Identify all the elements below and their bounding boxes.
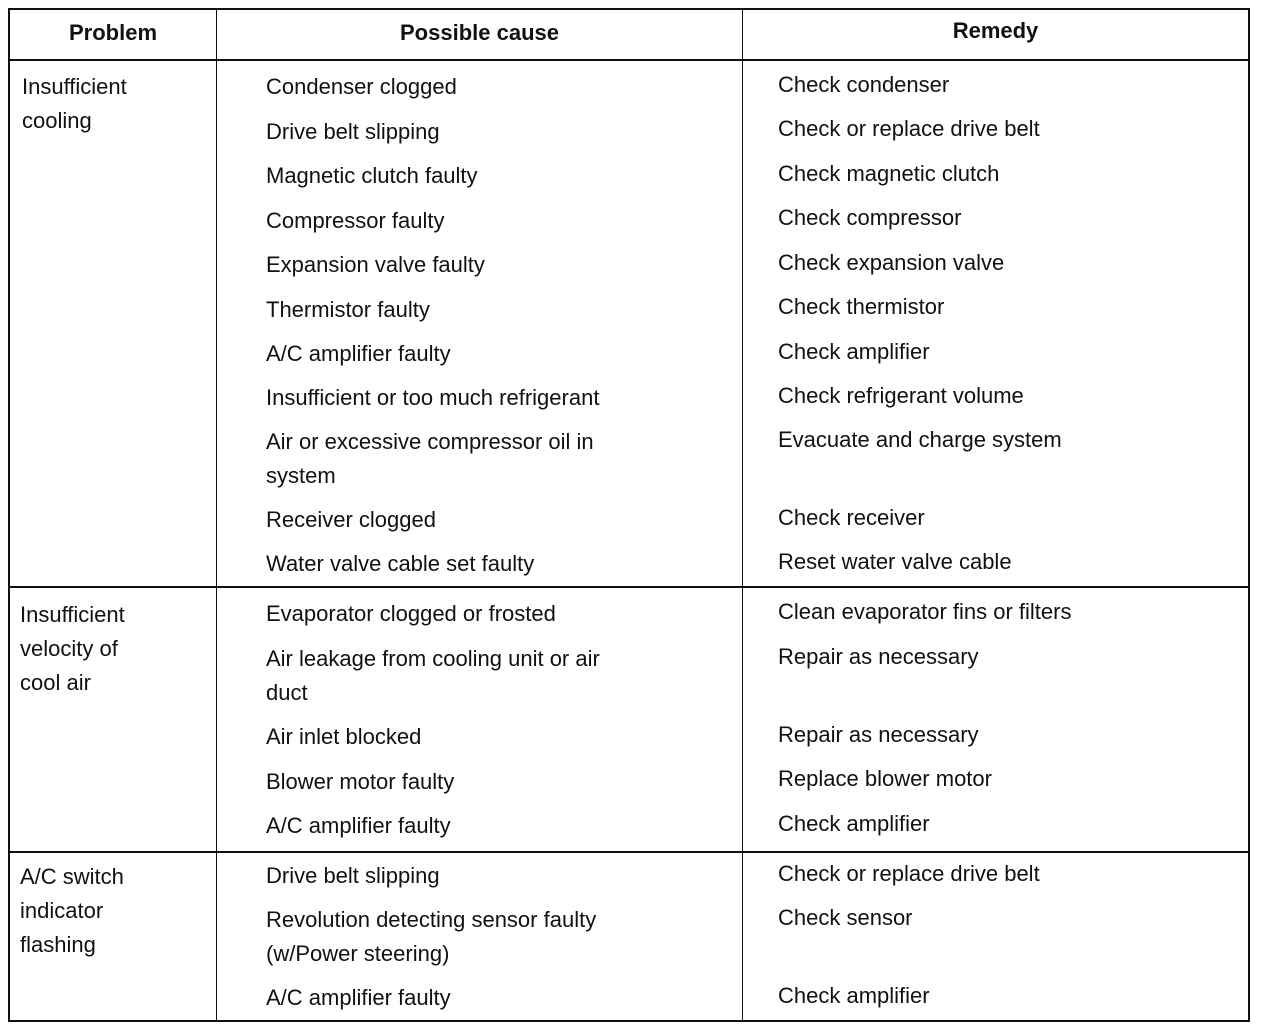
cause-cell: Drive belt slipping [266,119,440,144]
cause-line: (w/Power steering) [266,941,450,966]
cause-cell: Drive belt slipping [266,863,440,888]
cause-cell [266,642,600,710]
remedy-cell: Check thermistor [778,294,945,319]
cause-cell [266,425,594,493]
cause-cell: Air inlet blocked [266,724,422,749]
remedy-cell: Check refrigerant volume [778,383,1024,408]
cause-cell: Water valve cable set faulty [266,551,535,576]
cause-cell: Evaporator clogged or frosted [266,601,556,626]
remedy-cell: Check amplifier [778,811,930,836]
cause-cell: Receiver clogged [266,507,436,532]
table-right-border [1248,8,1250,1022]
table-top-border [8,8,1250,10]
remedy-cell: Check or replace drive belt [778,861,1040,886]
cause-cell: Blower motor faulty [266,769,455,794]
remedy-cell: Check magnetic clutch [778,161,1000,186]
remedy-cell: Check compressor [778,205,962,230]
remedy-cell: Repair as necessary [778,722,979,747]
remedy-cell: Clean evaporator fins or filters [778,599,1072,624]
cause-line: Revolution detecting sensor faulty [266,907,597,932]
section-divider-1 [8,586,1250,588]
problem-cell [22,70,127,138]
cause-line: Air leakage from cooling unit or air [266,646,600,671]
cause-cell: A/C amplifier faulty [266,813,451,838]
remedy-cell: Repair as necessary [778,644,979,669]
cause-cell: Insufficient or too much refrigerant [266,385,600,410]
remedy-cell: Replace blower motor [778,766,992,791]
problem-line: indicator [20,898,104,923]
problem-line: cooling [22,108,92,133]
header-divider [8,59,1250,61]
remedy-cell: Check expansion valve [778,250,1005,275]
cause-cell: Thermistor faulty [266,297,430,322]
cause-cell: Expansion valve faulty [266,252,485,277]
cause-cell [266,903,596,971]
header-problem: Problem [68,20,158,45]
header-possible-cause: Possible cause [400,20,559,45]
section-divider-2 [8,851,1250,853]
cause-cell: Compressor faulty [266,208,445,233]
remedy-cell: Check or replace drive belt [778,116,1040,141]
column-divider-1 [216,8,217,1022]
problem-line: flashing [20,932,96,957]
cause-line: Air or excessive compressor oil in [266,429,594,454]
cause-cell: Condenser clogged [266,74,457,99]
problem-line: cool air [20,670,91,695]
table-bottom-border [8,1020,1250,1022]
remedy-cell: Check amplifier [778,339,930,364]
problem-line: A/C switch [20,864,124,889]
problem-line: velocity of [20,636,118,661]
problem-cell [20,598,125,700]
remedy-cell: Check sensor [778,905,913,930]
problem-cell [20,860,124,962]
problem-line: Insufficient [22,74,127,99]
problem-line: Insufficient [20,602,125,627]
cause-line: duct [266,680,308,705]
remedy-cell: Check amplifier [778,983,930,1008]
header-remedy: Remedy [952,18,1039,43]
cause-cell: A/C amplifier faulty [266,985,451,1010]
cause-line: system [266,463,336,488]
remedy-cell: Evacuate and charge system [778,427,1062,452]
remedy-cell: Check receiver [778,505,925,530]
remedy-cell: Check condenser [778,72,950,97]
cause-cell: Magnetic clutch faulty [266,163,478,188]
table-left-border [8,8,10,1022]
cause-cell: A/C amplifier faulty [266,341,451,366]
remedy-cell: Reset water valve cable [778,549,1012,574]
column-divider-2 [742,8,743,1022]
